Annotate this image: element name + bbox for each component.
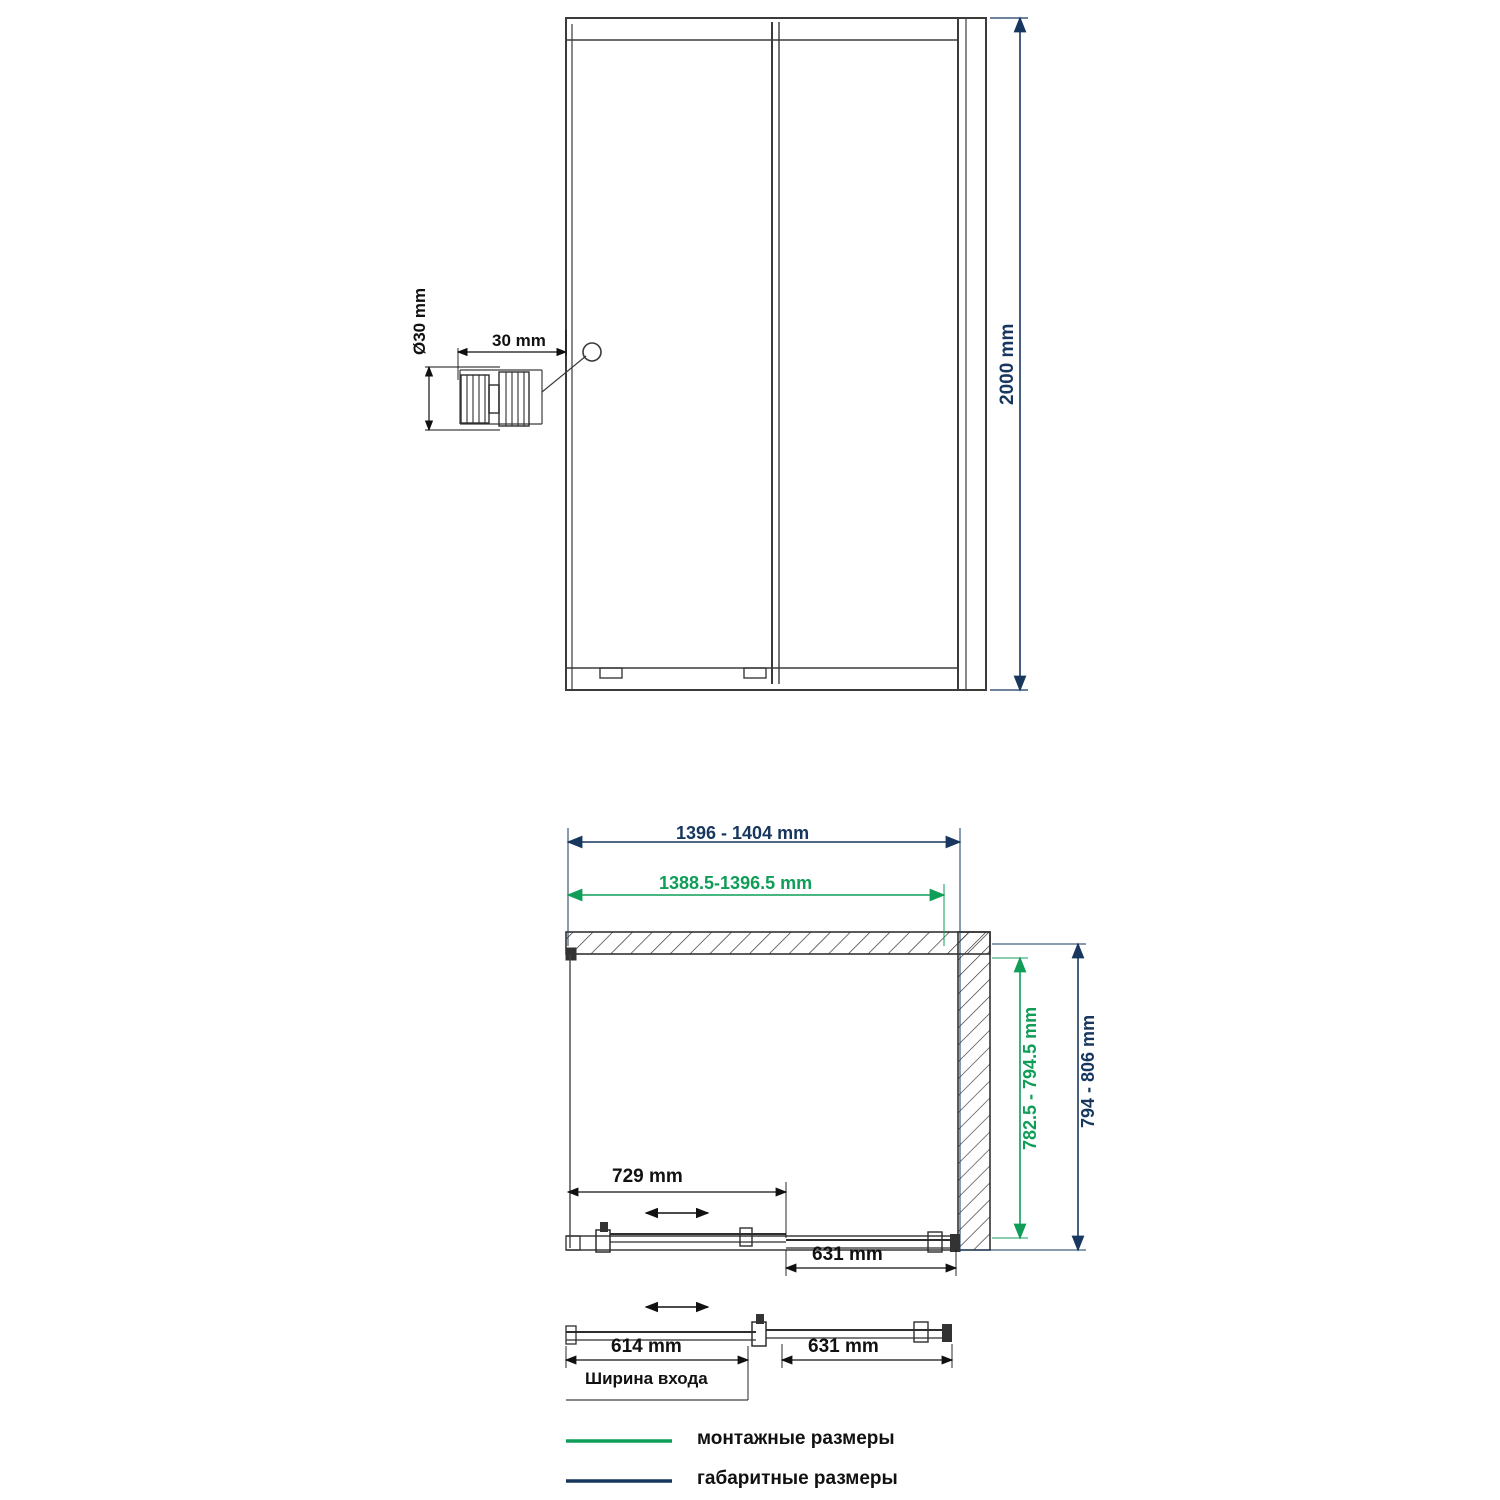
- legend-swatches: [566, 1441, 672, 1481]
- entry-width-label: 614 mm: [611, 1336, 682, 1357]
- door-travel-label: 729 mm: [612, 1166, 683, 1187]
- roller-diameter-label: Ø30 mm: [410, 287, 429, 355]
- front-view-height-label: 2000 mm: [997, 323, 1018, 405]
- plan-mounting-width-label: 1388.5-1396.5 mm: [659, 873, 813, 893]
- legend-item-mounting-label: монтажные размеры: [697, 1428, 895, 1449]
- front-elevation-geometry: [460, 18, 986, 690]
- plan-overall-width-label: 1396 - 1404 mm: [676, 823, 810, 843]
- plan-mounting-depth-label: 782.5 - 794.5 mm: [1020, 1006, 1040, 1150]
- entry-width-caption: Ширина входа: [585, 1369, 708, 1388]
- roller-width-label: 30 mm: [492, 331, 546, 350]
- legend-item-overall-label: габаритные размеры: [697, 1468, 898, 1489]
- section-fixed-panel-label: 631 mm: [808, 1336, 879, 1357]
- plan-overall-depth-label: 794 - 806 mm: [1078, 1014, 1098, 1128]
- plan-fixed-panel-label: 631 mm: [812, 1244, 883, 1265]
- plan-view-geometry: [566, 828, 1086, 1276]
